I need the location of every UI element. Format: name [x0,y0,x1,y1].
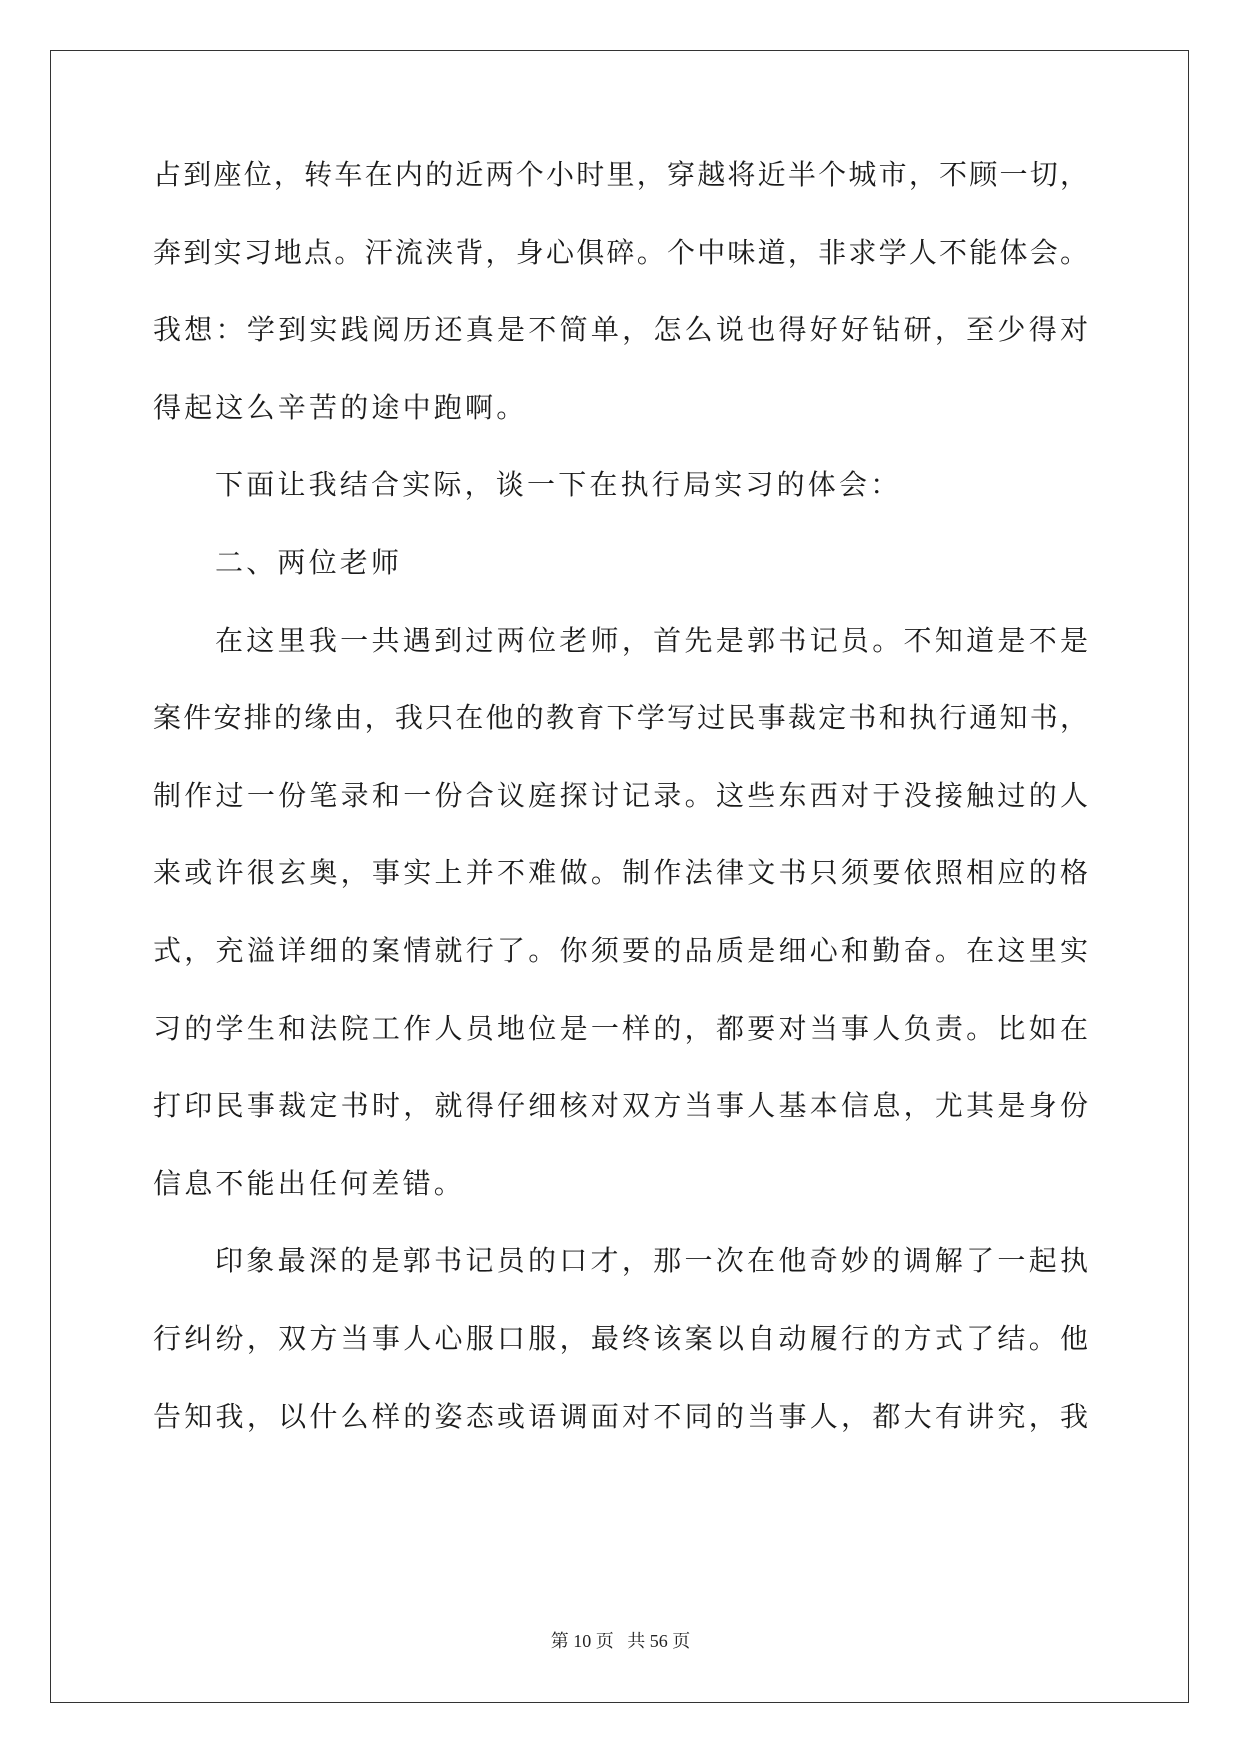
text-line-3: 我想：学到实践阅历还真是不简单，怎么说也得好好钻研，至少得对 [153,313,1088,347]
document-body [153,155,1088,1474]
page-number-footer: 第 10 页 共 56 页 [550,1631,691,1651]
text-line-13: 打印民事裁定书时，就得仔细核对双方当事人基本信息，尤其是身份 [153,1089,1088,1123]
text-line-2: 奔到实习地点。汗流浃背，身心俱碎。个中味道，非求学人不能体会。 [153,235,1088,269]
text-line-9: 制作过一份笔录和一份合议庭探讨记录。这些东西对于没接触过的人 [153,778,1088,812]
text-line-14: 信息不能出任何差错。 [153,1166,466,1200]
text-line-8: 案件安排的缘由，我只在他的教育下学写过民事裁定书和执行通知书， [153,701,1088,735]
text-line-15: 印象最深的是郭书记员的口才，那一次在他奇妙的调解了一起执 [215,1244,1088,1278]
text-line-10: 来或许很玄奥，事实上并不难做。制作法律文书只须要依照相应的格 [153,856,1088,890]
text-line-7: 在这里我一共遇到过两位老师，首先是郭书记员。不知道是不是 [215,623,1088,657]
text-line-11: 式，充溢详细的案情就行了。你须要的品质是细心和勤奋。在这里实 [153,933,1088,967]
text-line-4: 得起这么辛苦的途中跑啊。 [153,390,528,424]
text-line-1: 占到座位，转车在内的近两个小时里，穿越将近半个城市，不顾一切， [153,158,1088,191]
section-heading: 二、两位老师 [215,545,403,579]
text-line-16: 行纠纷，双方当事人心服口服，最终该案以自动履行的方式了结。他 [153,1321,1088,1355]
text-line-5: 下面让我结合实际，谈一下在执行局实习的体会： [215,468,902,502]
text-line-12: 习的学生和法院工作人员地位是一样的，都要对当事人负责。比如在 [153,1011,1088,1045]
text-line-17: 告知我，以什么样的姿态或语调面对不同的当事人，都大有讲究，我 [153,1399,1088,1433]
